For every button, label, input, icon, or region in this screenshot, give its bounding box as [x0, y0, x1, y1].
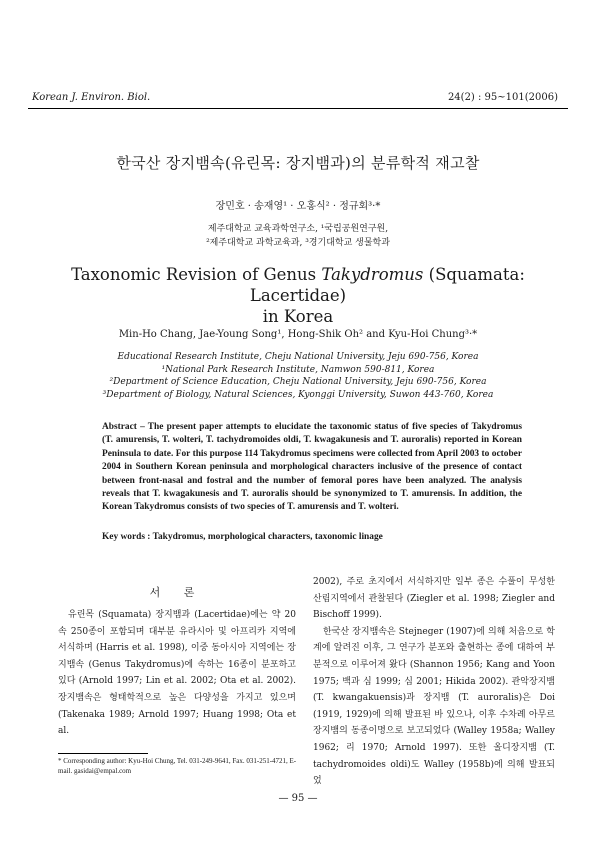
english-affiliation-line: Educational Research Institute, Cheju National University, Jeju 690-756, Korea: [117, 352, 479, 362]
left-column: [58, 607, 296, 740]
english-affiliation-line: ²Department of Science Education, Cheju National University, Jeju 690-756, Korea: [109, 377, 487, 387]
english-title: Taxonomic Revision of Genus Takydromus (Squamata: Lacertidae) in Korea: [71, 265, 525, 326]
body-paragraph: 2002), 주로 초지에서 서식하지만 일부 종은 수풀이 무성한 산림지역에서 관찰된다 (Ziegler et al. 1998; Ziegler and Bischoff 1999).: [313, 577, 555, 621]
footnote-rule: [58, 753, 148, 754]
page-number: — 95 —: [278, 793, 318, 804]
english-affiliation-line: ¹National Park Research Institute, Namwon 590-811, Korea: [161, 364, 435, 375]
journal-citation: 24(2) : 95~101(2006): [447, 92, 558, 103]
korean-authors: 장민호 · 송재영¹ · 오홍식² · 정규회³·*: [215, 201, 381, 212]
header-rule: [28, 108, 568, 109]
english-affiliation-line: ³Department of Biology, Natural Sciences, Kyonggi University, Suwon 443-760, Korea: [102, 389, 494, 400]
english-affiliations: [28, 351, 568, 401]
body-paragraph: 한국산 장지뱀속은 Stejneger (1907)에 의해 처음으로 학계에 알려진 이후, 그 연구가 분포와 출현하는 종에 대하여 부분적으로 이루어져 왔다 (Shannon 1956; Kang and Yoon 1975; 백과 심 1999; 심 2001; Hikida 2002). 관악장지뱀 (T. kwangakuensis)과 장지뱀 (T. auroralis)은 Doi (1919, 1929)에 의해 발표된 바 있으나, 이후 수차례 아무르장지뱀의 동종이명으로 보고되었다 (Walley 1958a; Walley 1962; 리 1970; Arnold 1997). 또한 올디장지뱀 (T. tachydromoides oldi)도 Walley (1958b)에 의해 발표되었: [313, 626, 555, 787]
korean-title: 한국산 장지뱀속(유린목: 장지뱀과)의 분류학적 재고찰: [116, 154, 480, 172]
footnote-corresponding-author: * Corresponding author: Kyu-Hoi Chung, Tel. 031-249-9641, Fax. 031-251-4721, E-mail. gasidai@empal.com: [58, 757, 297, 775]
english-authors: Min-Ho Chang, Jae-Young Song¹, Hong-Shik Oh² and Kyu-Hoi Chung³·*: [118, 329, 478, 340]
abstract: Abstract – The present paper attempts to elucidate the taxonomic status of five species of Takydromus (T. amurensis, T. wolteri, T. tachydromoides oldi, T. kwagakunesis and T. auroralis) reported in Korean Peninsula to date. For this purpose 114 Takydromus specimens were collected from April 2003 to october 2004 in Southern Korean peninsula and morphological characters inclusive of the presence of contact between front-nasal and fostral and the number of femoral pores have been analyzed. The analysis reveals that T. kwagakunesis and T. auroralis should be synonymized to T. amurensis. In addition, the Korean Takydromus consists of two species of T. amurensis and T. wolteri.: [102, 422, 522, 513]
right-column: [313, 574, 555, 790]
korean-affiliation-line: ²제주대학교 과학교육과, ³경기대학교 생물학과: [206, 238, 390, 248]
korean-affiliations: [28, 222, 568, 250]
journal-name: Korean J. Environ. Biol.: [32, 92, 151, 103]
korean-affiliation-line: 제주대학교 교육과학연구소, ¹국립공원연구원,: [207, 224, 389, 234]
keywords: Key words : Takydromus, morphological characters, taxonomic linage: [102, 532, 383, 542]
section-heading-introduction: 서 론: [149, 586, 205, 599]
body-paragraph: 유린목 (Squamata) 장지뱀과 (Lacertidae)에는 약 20속 250종이 포함되며 대부분 유라시아 및 아프리카 지역에 서식하며 (Harris et al. 1998), 이중 동아시아 지역에는 장지뱀속 (Genus Takydromus)에 속하는 16종이 분포하고 있다 (Arnold 1997; Lin et al. 2002; Ota et al. 2002). 장지뱀속은 형태학적으로 높은 다양성을 가지고 있으며 (Takenaka 1989; Arnold 1997; Huang 1998; Ota et al.: [58, 610, 296, 737]
